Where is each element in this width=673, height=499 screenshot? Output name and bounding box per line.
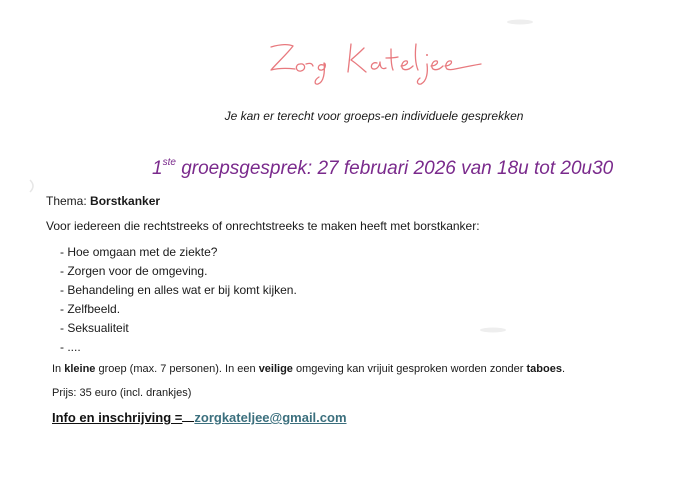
theme-value: Borstkanker bbox=[90, 194, 161, 208]
tagline: Je kan er terecht voor groeps-en individuele gesprekken bbox=[224, 109, 524, 123]
list-item: - .... bbox=[60, 338, 297, 357]
group-bold-veilige: veilige bbox=[258, 363, 293, 375]
list-item: - Zorgen voor de omgeving. bbox=[60, 262, 297, 281]
list-item: - Zelfbeeld. bbox=[60, 300, 297, 319]
headline-number: 1 bbox=[152, 158, 163, 179]
list-item: - Behandeling en alles wat er bij komt kijken. bbox=[60, 281, 297, 300]
headline-text: groepsgesprek: 27 februari 2026 van 18u tot 20u30 bbox=[175, 158, 614, 179]
group-bold-kleine: kleine bbox=[64, 363, 96, 375]
intro-text: Voor iedereen die rechtstreeks of onrechtstreeks te maken heeft met borstkanker: bbox=[46, 219, 480, 233]
group-text: groep (max. 7 personen). In een bbox=[95, 363, 259, 375]
contact-label: Info en inschrijving = bbox=[52, 410, 183, 425]
headline-superscript: ste bbox=[162, 156, 176, 168]
theme-line bbox=[46, 194, 160, 208]
group-text: In bbox=[52, 363, 65, 375]
underline-gap bbox=[182, 409, 194, 422]
smudge-decoration bbox=[28, 178, 36, 194]
theme-label: Thema: bbox=[46, 194, 87, 208]
smudge-decoration bbox=[478, 326, 508, 334]
price-text: Prijs: 35 euro (incl. drankjes) bbox=[52, 387, 192, 399]
logo-signature bbox=[263, 30, 488, 90]
group-bold-taboes: taboes bbox=[526, 363, 562, 375]
list-item: - Seksualiteit bbox=[60, 319, 297, 338]
smudge-decoration bbox=[505, 18, 535, 26]
email-link[interactable]: zorgkateljee@gmail.com bbox=[194, 410, 347, 425]
list-item: - Hoe omgaan met de ziekte? bbox=[60, 243, 297, 262]
logo bbox=[263, 30, 488, 90]
event-headline bbox=[152, 158, 613, 180]
topics-list bbox=[60, 243, 297, 357]
group-text: omgeving kan vrijuit gesproken worden zonder bbox=[292, 363, 527, 375]
contact-line bbox=[52, 409, 347, 425]
group-info bbox=[52, 363, 565, 375]
group-text: . bbox=[561, 363, 566, 375]
